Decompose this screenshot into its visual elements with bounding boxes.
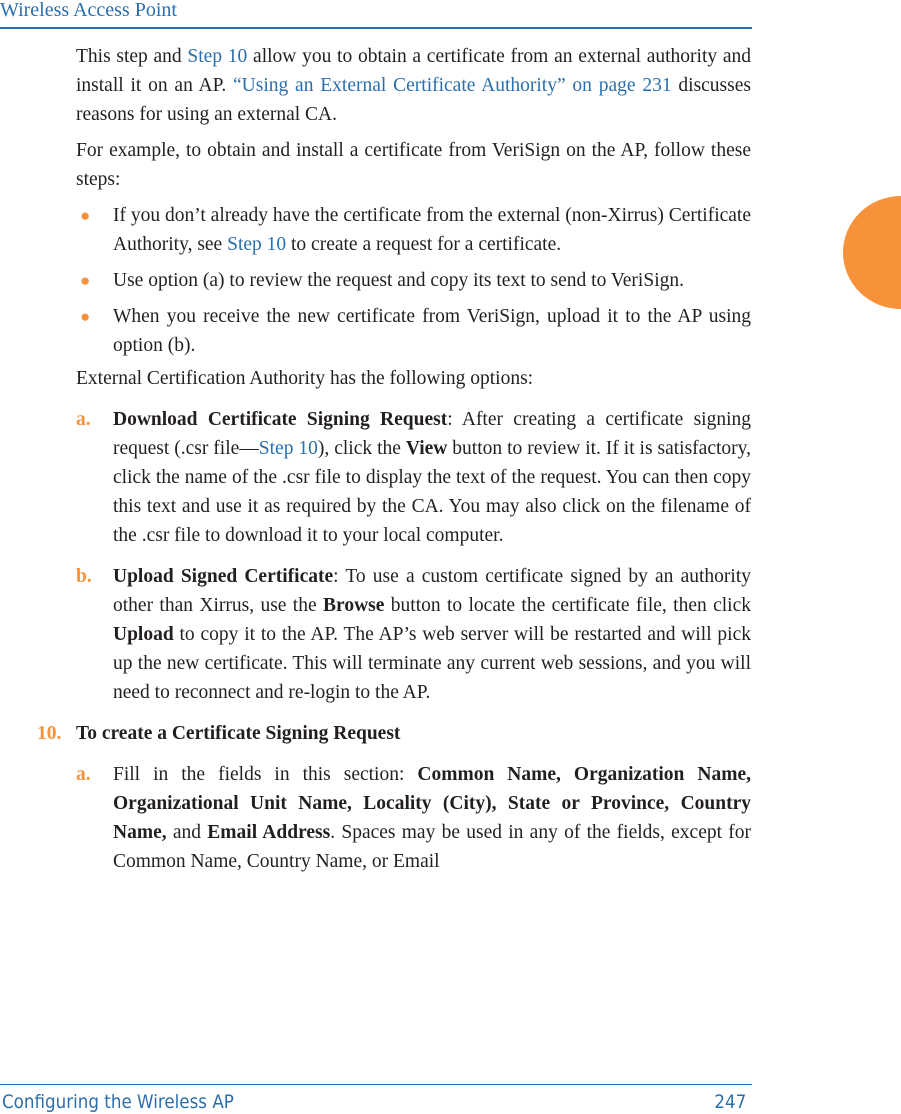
footer-rule	[0, 1084, 752, 1085]
list-item: ● Use option (a) to review the request and copy its text to send to VeriSign.	[76, 266, 751, 295]
option-upload-signed-cert: b. Upload Signed Certificate: To use a custom certificate signed by an authority other than Xirrus, use the Browse button to locate the certificate file, then click Upload to copy it to the AP. The AP’s web server will be restarted and will pick up the new certificate. This will terminate any current web sessions, and you will need to reconnect and re-login to the AP.	[76, 566, 751, 703]
step-10-heading: 10. To create a Certificate Signing Request	[37, 723, 401, 744]
external-ca-link[interactable]: “Using an External Certificate Authority” on page 231	[233, 75, 672, 96]
page-number: 247	[714, 1091, 746, 1113]
running-header-title: Wireless Access Point	[0, 0, 177, 21]
page-body	[37, 42, 752, 888]
option-download-csr: a. Download Certificate Signing Request: After creating a certificate signing request (.csr file—Step 10), click the View button to review it. If it is satisfactory, click the name of the .csr file to display the text of the request. You can then copy this text and use it as required by the CA. You may also click on the filename of the .csr file to download it to your local computer.	[76, 409, 752, 546]
list-item: ● When you receive the new certificate from VeriSign, upload it to the AP using option (b).	[76, 302, 751, 360]
intro-paragraph: This step and Step 10 allow you to obtain a certificate from an external authority and install it on an AP. “Using an External Certificate Authority” on page 231 discusses reasons for using an external CA.	[76, 46, 752, 125]
bullet-icon: ●	[80, 307, 91, 326]
bullet-icon: ●	[80, 271, 91, 290]
step-10-link[interactable]: Step 10	[258, 438, 318, 459]
step-10-item-a: a. Fill in the fields in this section: Common Name, Organization Name, Organizational Unit Name, Locality (City), State or Province, Country Name, and Email Address. Spaces may be used in any of the fields, except for Common Name, Country Name, or Email	[76, 764, 752, 872]
footer-section-title: Configuring the Wireless AP	[2, 1091, 234, 1113]
options-intro: External Certification Authority has the following options:	[76, 368, 534, 389]
header-rule	[0, 27, 752, 29]
example-paragraph: For example, to obtain and install a certificate from VeriSign on the AP, follow these steps:	[76, 140, 751, 190]
step-10-link[interactable]: Step 10	[187, 46, 248, 67]
list-item: ● If you don’t already have the certificate from the external (non-Xirrus) Certificate Authority, see Step 10 to create a request for a certificate.	[76, 201, 751, 259]
chapter-tab-marker	[843, 196, 901, 309]
bullet-icon: ●	[80, 206, 91, 225]
option-title: Download Certificate Signing Request	[113, 409, 448, 430]
step-10-link[interactable]: Step 10	[227, 234, 287, 255]
option-title: Upload Signed Certificate	[113, 566, 334, 587]
